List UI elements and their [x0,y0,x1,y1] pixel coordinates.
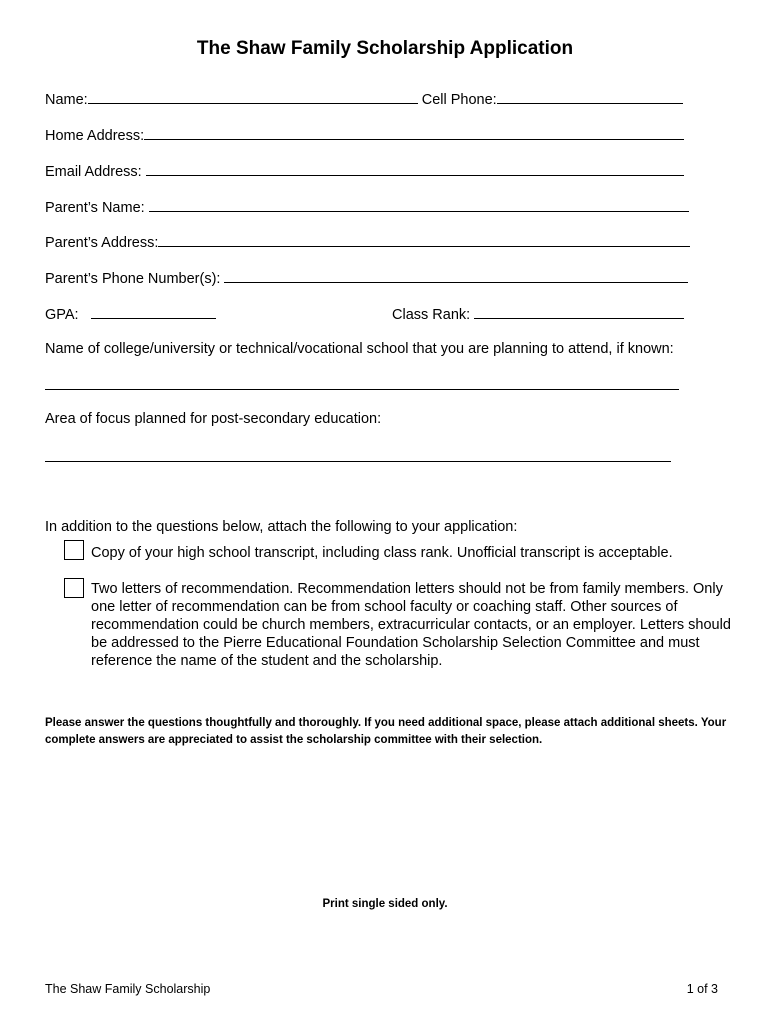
class-rank-input-line[interactable] [474,304,684,319]
home-address-input-line[interactable] [144,125,684,140]
focus-answer-line[interactable] [45,461,671,462]
parents-address-label: Parent’s Address: [45,235,159,251]
name-row [45,89,683,109]
class-rank-label: Class Rank: [392,307,471,323]
parents-address-input-line[interactable] [158,232,690,247]
parents-phone-label: Parent’s Phone Number(s): [45,271,221,287]
form-title: The Shaw Family Scholarship Application [196,38,574,59]
instructions-note: Please answer the questions thoughtfully and thoroughly. If you need additional space, please attach additional sheets. Your complete answers are appreciated to assist the scholarship committee with their selection. [45,717,727,746]
name-label: Name: [45,92,88,108]
attachment-transcript-text: Copy of your high school transcript, including class rank. Unofficial transcript is acceptable. [91,545,673,561]
focus-prompt: Area of focus planned for post-secondary education: [45,411,382,427]
parents-phone-input-line[interactable] [224,268,688,283]
email-address-input-line[interactable] [146,161,684,176]
parents-name-row [45,197,689,217]
gpa-input-line[interactable] [91,304,216,319]
college-prompt: Name of college/university or technical/vocational school that you are planning to attend, if known: [45,341,674,357]
gpa-label: GPA: [45,307,79,323]
home-address-row [45,125,684,145]
transcript-checkbox[interactable] [64,540,84,560]
footer-title: The Shaw Family Scholarship [45,982,211,996]
class-rank-row [392,304,684,324]
attachment-recommendation-text: Two letters of recommendation. Recommendation letters should not be from family members. Only one letter of recommendation can be from school faculty or coaching staff. Other sources of recommendation could be church members, extracurricular contacts, or an employer. Letters should be addressed to the Pierre Educational Foundation Scholarship Selection Committee and must reference the name of the student and the scholarship. [91,581,731,669]
gpa-row [45,304,216,324]
attach-intro: In addition to the questions below, attach the following to your application: [45,519,518,535]
parents-phone-row [45,268,688,288]
cell-phone-label: Cell Phone: [421,92,497,108]
parents-address-row [45,232,690,252]
recommendation-checkbox[interactable] [64,578,84,598]
email-address-label: Email Address: [45,164,142,180]
page-number: 1 of 3 [686,982,718,996]
email-address-row [45,161,684,181]
name-input-line[interactable] [88,89,418,104]
parents-name-input-line[interactable] [149,197,689,212]
parents-name-label: Parent’s Name: [45,200,145,216]
cell-phone-input-line[interactable] [497,89,683,104]
print-note: Print single sided only. [322,898,448,910]
college-answer-line[interactable] [45,389,679,390]
home-address-label: Home Address: [45,128,145,144]
